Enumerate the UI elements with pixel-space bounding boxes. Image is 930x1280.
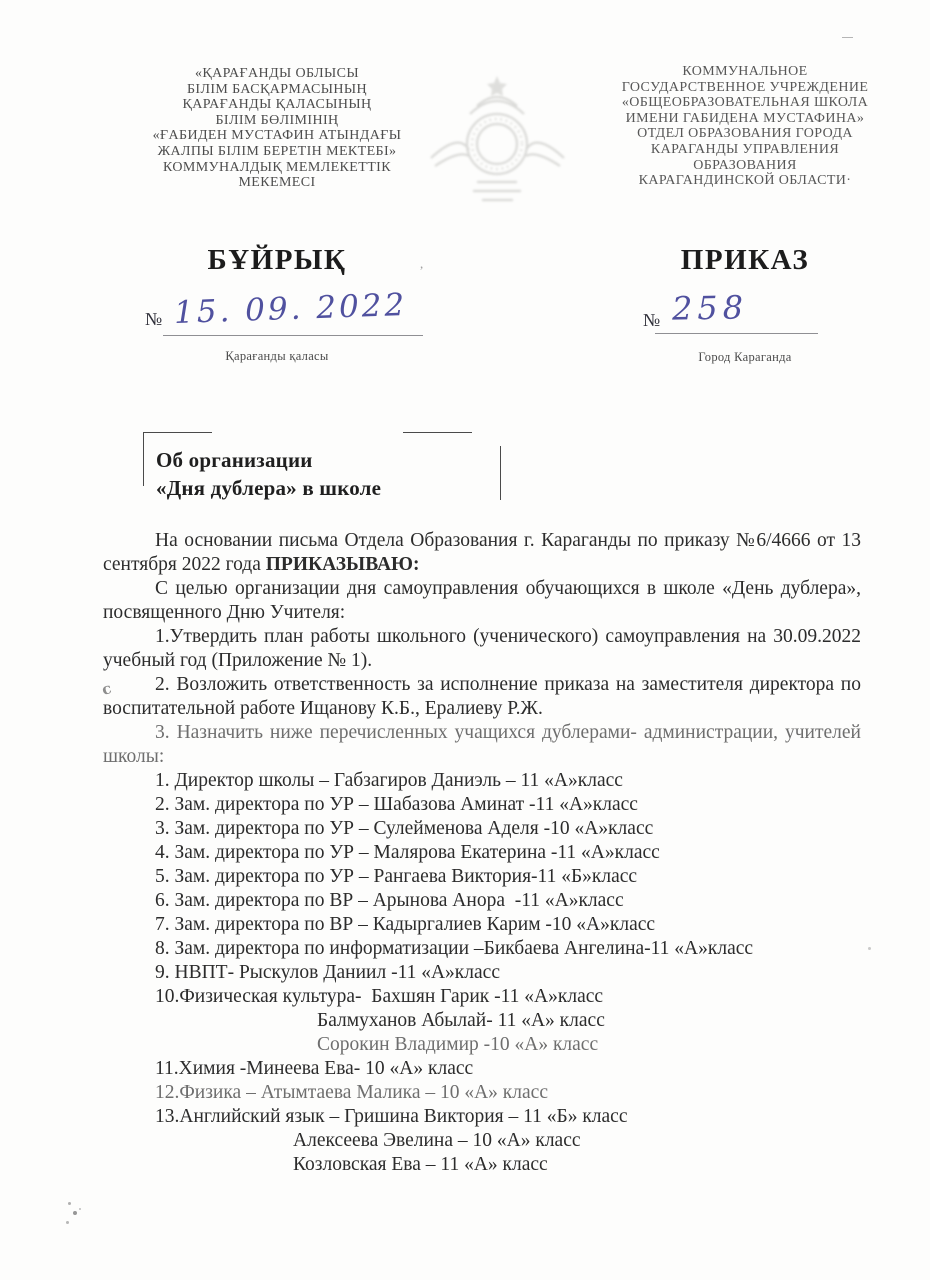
letterhead-line: «ҒАБИДЕН МУСТАФИН АТЫНДАҒЫ xyxy=(152,128,402,144)
letterhead-line: КАРАГАНДИНСКОЙ ОБЛАСТИ· xyxy=(638,173,852,189)
assignments-list xyxy=(103,769,861,1177)
scan-speck xyxy=(73,1211,77,1215)
subject-top-border xyxy=(403,432,472,433)
handwritten-order-number: 258 xyxy=(671,288,749,328)
paragraph-point-1: 1.Утвердить план работы школьного (ученического) самоуправления на 30.09.2022 учебный год (Приложение № 1). xyxy=(103,626,861,671)
paragraph-point-3: 3. Назначить ниже перечисленных учащихся дублерами- администрации, учителей школы: xyxy=(103,722,861,767)
assignment-item: Сорокин Владимир -10 «А» класс xyxy=(317,1034,599,1055)
scan-mark xyxy=(842,37,853,38)
subject-line-1: Об организации xyxy=(156,448,313,472)
scan-speck: , xyxy=(420,256,424,271)
assignment-item: 2. Зам. директора по УР – Шабазова Аминат -11 «А»класс xyxy=(155,794,638,815)
paragraph-purpose: С целью организации дня самоуправления обучающихся в школе «День дублера», посвященного Дню Учителя: xyxy=(103,578,861,623)
letterhead-line: «ҚАРАҒАНДЫ ОБЛЫСЫ xyxy=(195,66,359,81)
assignment-item: 7. Зам. директора по ВР – Кадыргалиев Карим -10 «А»класс xyxy=(155,914,656,935)
scan-speck xyxy=(68,1202,71,1205)
assignment-item: 6. Зам. директора по ВР – Арынова Анора -11 «А»класс xyxy=(155,890,624,911)
assignment-item: 3. Зам. директора по УР – Сулейменова Аделя -10 «А»класс xyxy=(155,818,654,839)
letterhead-line: ОТДЕЛ ОБРАЗОВАНИЯ ГОРОДА xyxy=(637,126,853,142)
subject-right-border xyxy=(500,446,501,500)
assignment-item: 4. Зам. директора по УР – Малярова Екатерина -11 «А»класс xyxy=(155,842,660,863)
assignment-item: 10.Физическая культура- Бахшян Гарик -11 «А»класс xyxy=(155,986,604,1007)
letterhead-line: КАРАГАНДЫ УПРАВЛЕНИЯ xyxy=(650,141,840,157)
order-title-kazakh: БҰЙРЫҚ xyxy=(207,244,347,276)
number-sign-kazakh: № xyxy=(145,309,163,329)
order-body xyxy=(103,529,861,1177)
prikazyvayu-bold: ПРИКАЗЫВАЮ: xyxy=(265,554,420,575)
assignment-item: 12.Физика – Атымтаева Малика – 10 «А» класс xyxy=(155,1082,548,1103)
scan-speck xyxy=(79,1208,81,1210)
letterhead-line: ОБРАЗОВАНИЯ xyxy=(693,157,797,173)
number-underline-kazakh xyxy=(163,318,423,336)
assignment-item: Балмуханов Абылай- 11 «А» класс xyxy=(317,1010,605,1031)
assignment-item: 5. Зам. директора по УР – Рангаева Виктория-11 «Б»класс xyxy=(155,866,638,887)
place-russian: Город Караганда xyxy=(698,350,792,364)
letterhead-line: ИМЕНИ ГАБИДЕНА МУСТАФИНА» xyxy=(625,110,865,126)
letterhead-line: ҚАРАҒАНДЫ ҚАЛАСЫНЫҢ xyxy=(182,97,372,113)
paragraph-point-2: 2. Возложить ответственность за исполнение приказа на заместителя директора по воспитательной работе Ищанову К.Б., Ералиеву Р.Ж. xyxy=(103,674,861,719)
number-underline-russian xyxy=(655,316,818,334)
letterhead-line: ЖАЛПЫ БІЛІМ БЕРЕТІН МЕКТЕБІ» xyxy=(157,143,397,159)
assignment-item: Алексеева Эвелина – 10 «А» класс xyxy=(293,1130,581,1151)
scan-speck xyxy=(868,947,871,950)
assignment-item: 11.Химия -Минеева Ева- 10 «А» класс xyxy=(155,1058,474,1079)
place-kazakh: Қарағанды қаласы xyxy=(225,349,329,363)
paragraph-basis: На основании письма Отдела Образования г. Караганды по приказу №6/4666 от 13 сентября 2022 года ПРИКАЗЫВАЮ: xyxy=(103,530,861,575)
letterhead-kazakh xyxy=(112,66,442,191)
scan-smudge: c xyxy=(99,679,114,699)
assignment-item: Козловская Ева – 11 «А» класс xyxy=(293,1154,548,1175)
order-title-russian: ПРИКАЗ xyxy=(680,244,810,276)
subject-line-2: «Дня дублера» в школе xyxy=(156,475,382,500)
subject-title xyxy=(156,447,381,502)
letterhead-line: КОММУНАЛЬНОЕ xyxy=(682,64,808,79)
letterhead-line: МЕКЕМЕСІ xyxy=(238,175,316,191)
letterhead-line: БІЛІМ БАСҚАРМАСЫНЫҢ xyxy=(186,81,368,97)
letterhead-line: ГОСУДАРСТВЕННОЕ УЧРЕЖДЕНИЕ xyxy=(621,79,869,95)
letterhead-line: БІЛІМ БӨЛІМІНІҢ xyxy=(215,112,339,128)
letterhead-line: «ОБЩЕОБРАЗОВАТЕЛЬНАЯ ШКОЛА xyxy=(621,95,869,111)
assignment-item: 1. Директор школы – Габзагиров Даниэль – 11 «А»класс xyxy=(155,770,623,791)
number-sign-russian: № xyxy=(643,310,661,330)
scan-speck xyxy=(66,1221,69,1224)
letterhead-russian xyxy=(580,64,910,189)
assignment-item: 8. Зам. директора по информатизации –Бикбаева Ангелина-11 «А»класс xyxy=(155,938,754,959)
assignment-item: 13.Английский язык – Гришина Виктория – 11 «Б» класс xyxy=(155,1106,628,1127)
kazakhstan-state-emblem-icon xyxy=(425,70,570,215)
assignment-item: 9. НВПТ- Рыскулов Даниил -11 «А»класс xyxy=(155,962,500,983)
letterhead-line: КОММУНАЛДЫҚ МЕМЛЕКЕТТІК xyxy=(163,159,391,175)
handwritten-date: 15. 09. 2022 xyxy=(173,286,408,332)
